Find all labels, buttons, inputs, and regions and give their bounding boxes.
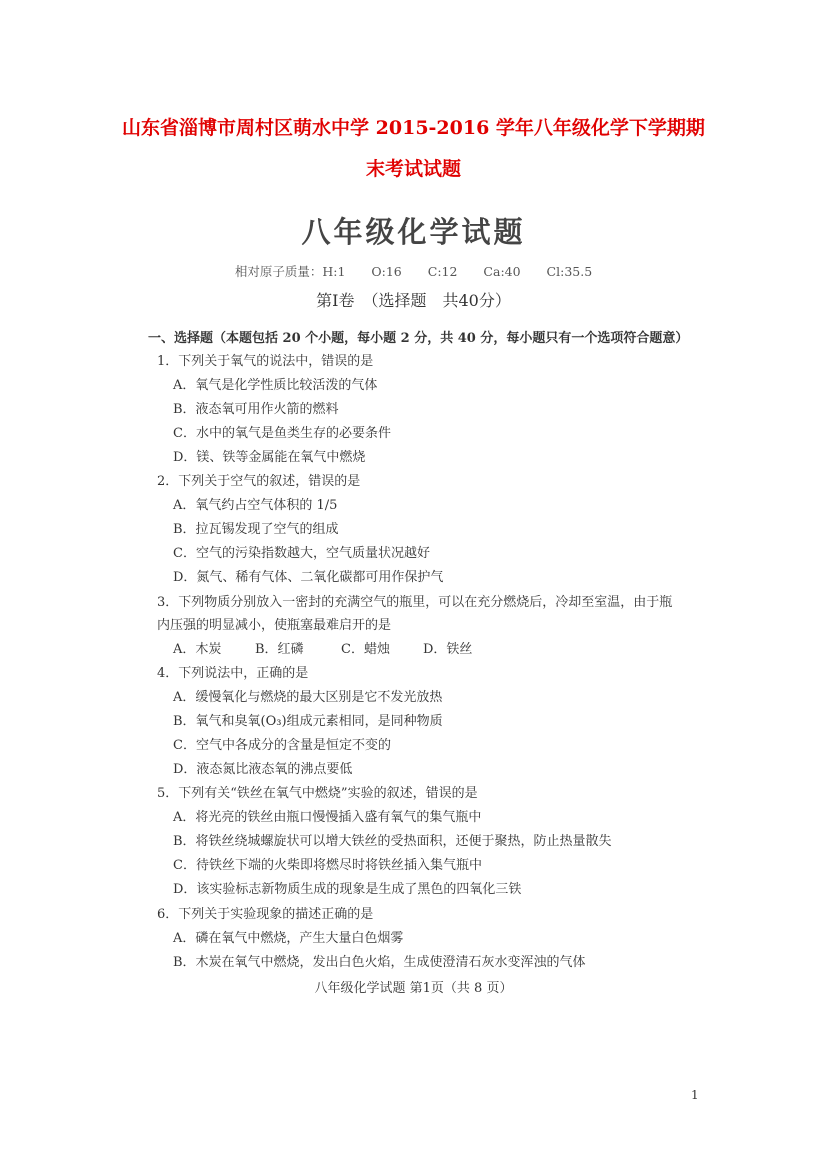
atomic-mass-label: 相对原子质量：H:1 (234, 264, 346, 279)
question-2-option-c: C．空气的污染指数越大，空气质量状况越好 (173, 546, 430, 561)
question-3-stem-continued: 内压强的明显减小，使瓶塞最难启开的是 (157, 618, 392, 633)
question-1-option-b: B．液态氧可用作火箭的燃料 (173, 402, 339, 417)
exam-title: 八年级化学试题 (301, 215, 526, 249)
atomic-masses (0, 262, 827, 280)
page-footer: 八年级化学试题 第1页（共 8 页） (314, 981, 513, 996)
question-5-option-a: A．将光亮的铁丝由瓶口慢慢插入盛有氧气的集气瓶中 (173, 810, 482, 825)
part-header: 一、选择题（本题包括 20 个小题，每小题 2 分，共 40 分，每小题只有一个选项符合题意） (148, 331, 689, 346)
question-4-option-b: B．氧气和臭氧(O₃)组成元素相同，是同种物质 (173, 714, 443, 729)
question-4-option-d: D．液态氮比液态氧的沸点要低 (173, 762, 353, 777)
question-5-option-b: B．将铁丝绕城螺旋状可以增大铁丝的受热面积，还便于聚热，防止热量散失 (173, 834, 612, 849)
document-heading-line2: 末考试试题 (365, 158, 461, 180)
atomic-mass-o: O:16 (371, 264, 402, 279)
question-2-option-a: A．氧气约占空气体积的 1/5 (173, 498, 338, 513)
atomic-mass-cl: Cl:35.5 (546, 264, 593, 279)
question-5-option-d: D．该实验标志新物质生成的现象是生成了黑色的四氧化三铁 (173, 882, 522, 897)
question-4-stem: 4．下列说法中，正确的是 (157, 666, 309, 681)
question-3-option-d: D．铁丝 (423, 642, 473, 657)
question-3-option-b: B．红磷 (255, 642, 304, 657)
question-6-option-a: A．磷在氧气中燃烧，产生大量白色烟雾 (173, 931, 404, 946)
page-number: 1 (691, 1088, 699, 1102)
question-3-option-c: C．蜡烛 (341, 642, 390, 657)
question-6-option-b: B．木炭在氧气中燃烧，发出白色火焰，生成使澄清石灰水变浑浊的气体 (173, 955, 586, 970)
question-6-stem: 6．下列关于实验现象的描述正确的是 (157, 907, 374, 922)
question-4-option-a: A．缓慢氧化与燃烧的最大区别是它不发光放热 (173, 690, 443, 705)
question-1-option-c: C．水中的氧气是鱼类生存的必要条件 (173, 426, 391, 441)
question-4-option-c: C．空气中各成分的含量是恒定不变的 (173, 738, 391, 753)
question-1-stem: 1．下列关于氧气的说法中，错误的是 (157, 354, 374, 369)
question-1-option-d: D．镁、铁等金属能在氧气中燃烧 (173, 450, 366, 465)
question-3-option-a: A．木炭 (173, 642, 222, 657)
question-2-option-d: D．氮气、稀有气体、二氧化碳都可用作保护气 (173, 570, 444, 585)
question-3-stem: 3．下列物质分别放入一密封的充满空气的瓶里，可以在充分燃烧后，冷却至室温，由于瓶 (157, 595, 673, 610)
atomic-mass-ca: Ca:40 (483, 264, 521, 279)
question-2-stem: 2．下列关于空气的叙述，错误的是 (157, 474, 361, 489)
question-5-stem: 5．下列有关“铁丝在氧气中燃烧”实验的叙述，错误的是 (157, 786, 478, 801)
section-title: 第Ⅰ卷 （选择题 共40分） (316, 291, 511, 310)
atomic-mass-c: C:12 (427, 264, 458, 279)
question-3-options (173, 638, 472, 657)
document-heading-line1: 山东省淄博市周村区萌水中学 2015-2016 学年八年级化学下学期期 (122, 117, 705, 139)
question-2-option-b: B．拉瓦锡发现了空气的组成 (173, 522, 339, 537)
question-5-option-c: C．待铁丝下端的火柴即将燃尽时将铁丝插入集气瓶中 (173, 858, 482, 873)
question-1-option-a: A．氧气是化学性质比较活泼的气体 (173, 378, 378, 393)
